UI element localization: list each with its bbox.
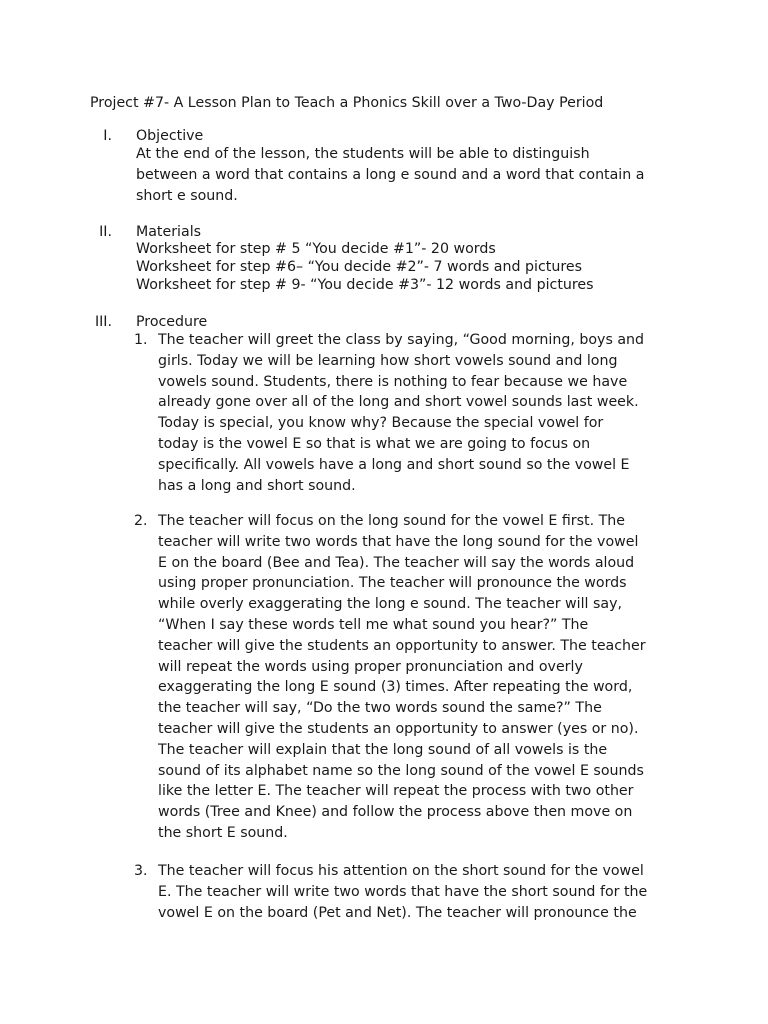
text-line: the short E sound. — [158, 824, 288, 841]
section-numeral: II. — [99, 224, 112, 240]
text-line: E on the board (Bee and Tea). The teacher will say the words aloud — [158, 554, 635, 571]
section-heading: Objective — [136, 128, 204, 144]
text-line: already gone over all of the long and short vowel sounds last week. — [158, 394, 639, 411]
text-line: teacher will give the students an opportunity to answer (yes or no). — [158, 720, 639, 737]
text-line: using proper pronunciation. The teacher will pronounce the words — [158, 575, 627, 592]
text-line: will repeat the words using proper pronunciation and overly — [158, 658, 583, 675]
text-line: “When I say these words tell me what sound you hear?” The — [158, 616, 589, 633]
text-line: exaggerating the long E sound (3) times. After repeating the word, — [158, 679, 633, 696]
text-line: girls. Today we will be learning how short vowels sound and long — [158, 352, 618, 369]
text-line: The teacher will explain that the long sound of all vowels is the — [158, 741, 608, 758]
text-line: vowels sound. Students, there is nothing to fear because we have — [158, 373, 628, 390]
step-text — [158, 330, 693, 496]
text-line: teacher will write two words that have the long sound for the vowel — [158, 533, 639, 550]
text-line: teacher will give the students an opportunity to answer. The teacher — [158, 637, 646, 654]
text-line: between a word that contains a long e sound and a word that contain a — [136, 166, 645, 183]
section-heading: Procedure — [136, 314, 208, 330]
section-heading: Materials — [136, 224, 202, 240]
step-number: 1. — [134, 332, 148, 348]
text-line: vowel E on the board (Pet and Net). The teacher will pronounce the — [158, 904, 637, 921]
text-line: The teacher will focus on the long sound for the vowel E first. The — [158, 513, 626, 529]
text-line: The teacher will focus his attention on the short sound for the vowel — [158, 863, 644, 879]
text-line: today is the vowel E so that is what we are going to focus on — [158, 435, 591, 452]
text-line: sound of its alphabet name so the long sound of the vowel E sounds — [158, 762, 644, 779]
text-line: has a long and short sound. — [158, 477, 356, 494]
step-text — [158, 511, 693, 844]
text-line: specifically. All vowels have a long and short sound so the vowel E — [158, 456, 630, 473]
text-line: the teacher will say, “Do the two words sound the same?” The — [158, 700, 602, 717]
step-number: 2. — [134, 513, 148, 529]
section-numeral: III. — [94, 314, 112, 330]
text-line: words (Tree and Knee) and follow the process above then move on — [158, 804, 633, 821]
document-title: Project #7- A Lesson Plan to Teach a Phonics Skill over a Two-Day Period — [90, 95, 604, 111]
materials-item: Worksheet for step # 5 “You decide #1”- 20 words — [136, 241, 496, 257]
text-line: short e sound. — [136, 187, 238, 204]
text-line: like the letter E. The teacher will repeat the process with two other — [158, 783, 634, 800]
step-text — [158, 861, 693, 923]
objective-text — [136, 144, 696, 206]
text-line: Today is special, you know why? Because the special vowel for — [158, 415, 604, 432]
text-line: At the end of the lesson, the students will be able to distinguish — [136, 146, 590, 162]
step-number: 3. — [134, 863, 148, 879]
materials-item: Worksheet for step # 9- “You decide #3”- 12 words and pictures — [136, 277, 594, 293]
materials-item: Worksheet for step #6– “You decide #2”- 7 words and pictures — [136, 259, 582, 275]
text-line: E. The teacher will write two words that have the short sound for the — [158, 883, 648, 900]
text-line: while overly exaggerating the long e sound. The teacher will say, — [158, 596, 622, 613]
text-line: The teacher will greet the class by saying, “Good morning, boys and — [158, 332, 645, 348]
section-numeral: I. — [103, 128, 112, 144]
